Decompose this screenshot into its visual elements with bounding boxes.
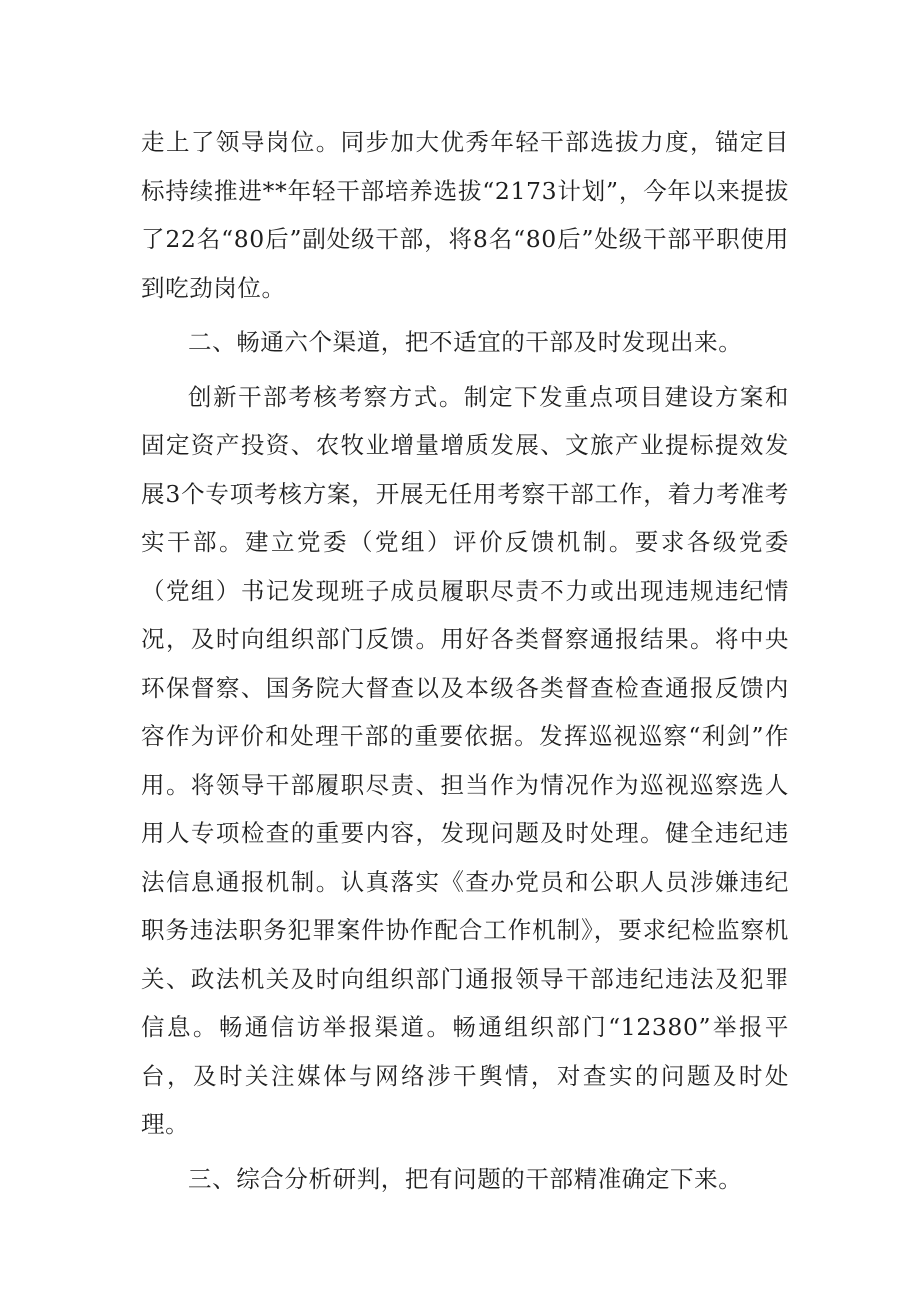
section-heading-two: 二、畅通六个渠道，把不适宜的干部及时发现出来。: [188, 328, 743, 356]
document-body: [141, 118, 789, 1203]
body-paragraph-assessment: 创新干部考核考察方式。制定下发重点项目建设方案和固定资产投资、农牧业增量增质发展、文旅产业提标提效发展3个专项考核方案，开展无任用考察干部工作，着力考准考实干部。建立党委（党组）评价反馈机制。要求各级党委（党组）书记发现班子成员履职尽责不力或出现违规违纪情况，及时向组织部门反馈。用好各类督察通报结果。将中央环保督察、国务院大督查以及本级各类督查检查通报反馈内容作为评价和处理干部的重要依据。发挥巡视巡察“利剑”作用。将领导干部履职尽责、担当作为情况作为巡视巡察选人用人专项检查的重要内容，发现问题及时处理。健全违纪违法信息通报机制。认真落实《查办党员和公职人员涉嫌违纪职务违法职务犯罪案件协作配合工作机制》，要求纪检监察机关、政法机关及时向组织部门通报领导干部违纪违法及犯罪信息。畅通信访举报渠道。畅通组织部门“12380”举报平台，及时关注媒体与网络涉干舆情，对查实的问题及时处理。: [141, 382, 789, 1138]
section-heading-three: 三、综合分析研判，把有问题的干部精准确定下来。: [188, 1164, 743, 1193]
body-paragraph-continuation: 走上了领导岗位。同步加大优秀年轻干部选拔力度，锚定目标持续推进**年轻干部培养选拔“2173计划”，今年以来提拔了22名“80后”副处级干部，将8名“80后”处级干部平职使用到吃劲岗位。: [141, 128, 789, 302]
